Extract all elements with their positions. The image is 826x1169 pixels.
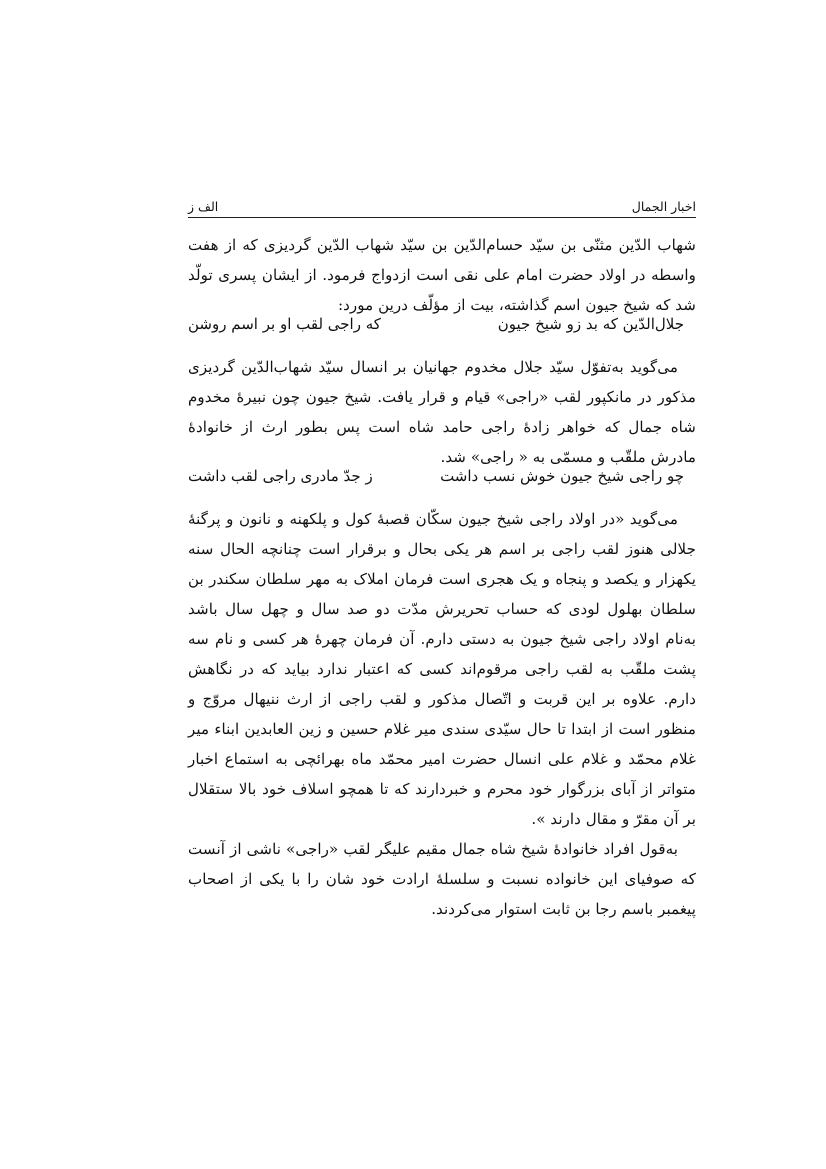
page-number: الف ز: [188, 199, 219, 214]
page-body: [188, 230, 696, 924]
verse-2-hemistich-2: ز جدّ مادری راجی لقب داشت: [188, 467, 373, 485]
header-rule: [188, 217, 696, 218]
running-title: اخبار الجمال: [631, 199, 696, 214]
verse-2-hemistich-1: چو راجی شیخ جیون خوش نسب داشت: [440, 467, 684, 485]
verse-1-hemistich-1: جلال‌الدّین که بد زو شیخ جیون: [497, 315, 684, 333]
verse-1-hemistich-2: که راجی لقب او بر اسم روشن: [188, 315, 381, 333]
paragraph-gap: [188, 334, 696, 352]
verse-2: [188, 466, 696, 486]
paragraph-3: می‌گوید «در اولاد راجی شیخ جیون سکّان قصبهٔ کول و پلکهنه و نانون و پرگنهٔ جلالی هنوز لقب راجی بر اسم هر یکی بحال و برقرار است چنانچه الحال سنه یکهزار و یکصد و پنجاه و یک هجری است فرمان املاک به مهر سلطان سکندر بن سلطان بهلول لودی که حساب تحریرش مدّت دو صد سال و چهل سال باشد به‌نام اولاد راجی شیخ جیون به دستی دارم. آن فرمان چهرهٔ هر کسی و نام سه پشت ملقّب به لقب راجی مرقوم‌اند کسی که اعتبار ندارد بیاید که در نگاهش دارم. علاوه بر این قربت و اتّصال مذکور و لقب راجی از ارث ننیهال مروّج و منظور است از ابتدا تا حال سیّدی سندی میر غلام حسین و زین العابدین ابناء میر غلام محمّد و غلام علی انسال حضرت امیر محمّد ماه بهرائچی به استماع اخبار متواتر از آبای بزرگوار خود محرم و خبردارند که تا همچو اسلاف خود بالا ستقلال بر آن مقرّ و مقال دارند ».: [188, 510, 696, 828]
paragraph-2: می‌گوید به‌تفوّل سیّد جلال مخدوم جهانیان بر انسال سیّد شهاب‌الدّین گردیزی مذکور در مانکپور لقب «راجی» قیام و قرار یافت. شیخ جیون چون نبیرهٔ مخدوم شاه جمال که خواهر زادهٔ راجی حامد شاه است پس بطور ارث از خانوادهٔ مادرش ملقّب و مسمّی به « راجی» شد.: [188, 358, 696, 466]
paragraph-4: به‌قول افراد خانوادهٔ شیخ شاه جمال مقیم علیگر لقب «راجی» ناشی از آنست که صوفیای این خانواده نسبت و سلسلهٔ ارادت خود شان را با یکی از اصحاب پیغمبر باسم رجا بن ثابت استوار می‌کردند.: [188, 840, 696, 918]
paragraph-gap: [188, 486, 696, 504]
paragraph-1: شهاب الدّین مثنّی بن سیّد حسام‌الدّین بن سیّد شهاب الدّین گردیزی که از هفت واسطه در اولاد حضرت امام علی نقی است ازدواج فرمود. از ایشان پسری تولّد شد که شیخ جیون اسم گذاشته، بیت از مؤلّف درین مورد:: [188, 236, 696, 314]
book-page: [188, 190, 696, 924]
page-header: [188, 190, 696, 214]
